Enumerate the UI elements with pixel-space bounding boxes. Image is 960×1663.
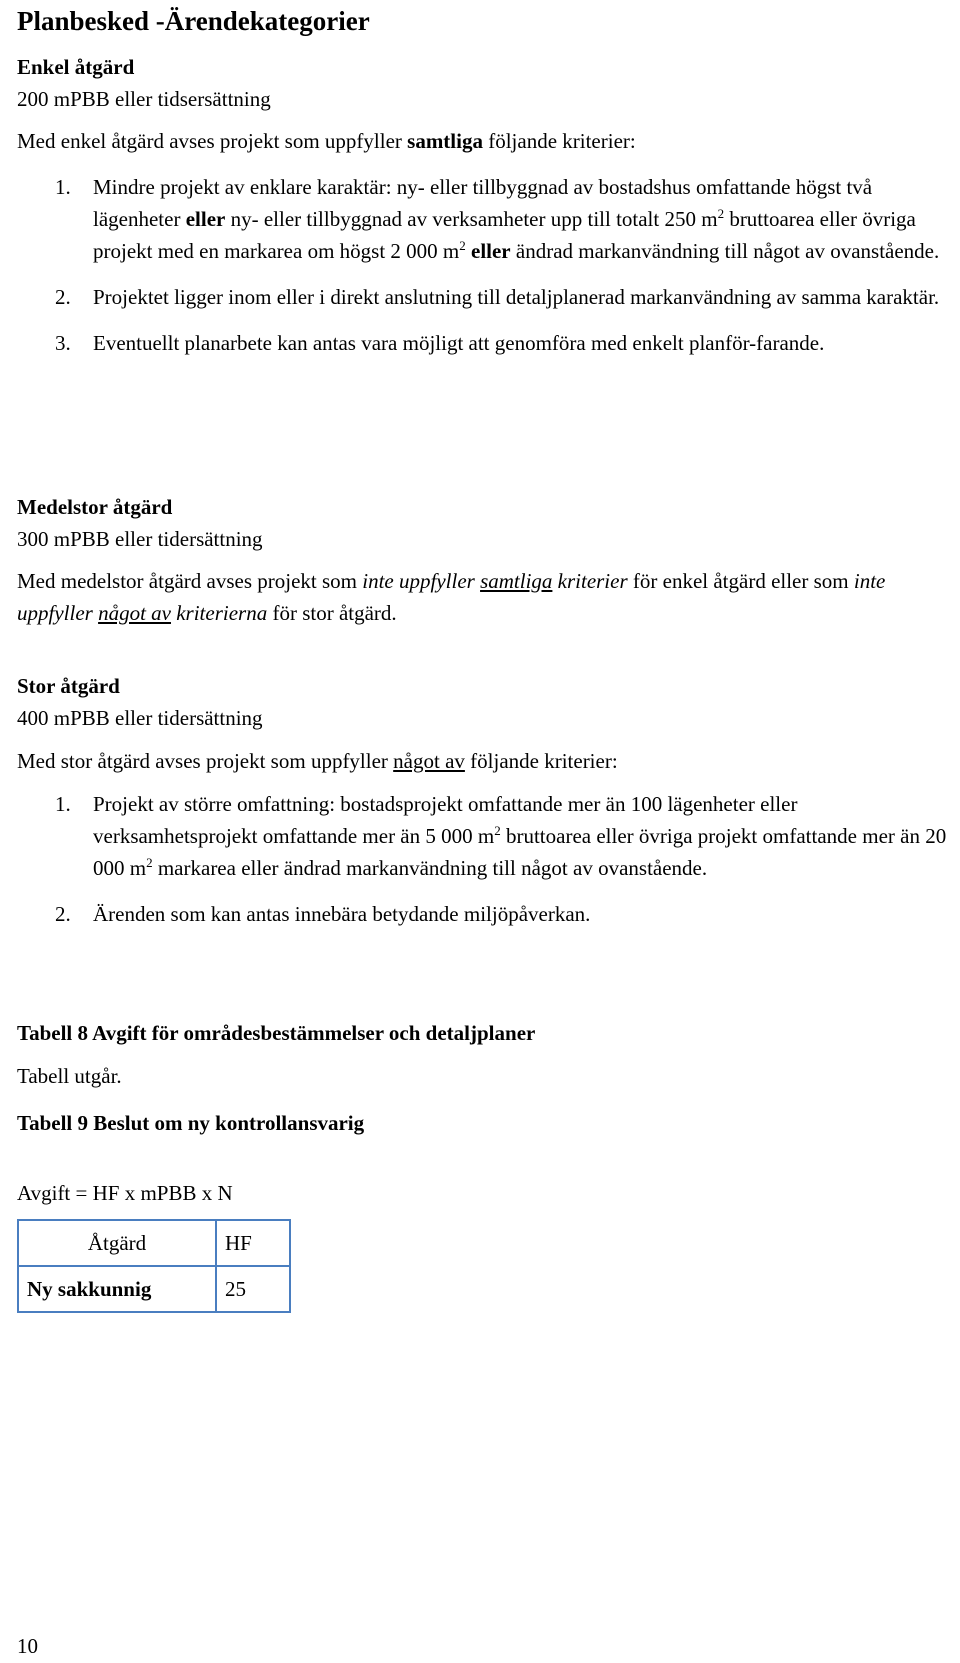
list-item (17, 327, 947, 359)
fee-table (17, 1219, 291, 1313)
section-heading: Enkel åtgärd (17, 55, 135, 79)
list-number: 2. (55, 902, 71, 926)
table-header-cell: Åtgärd (18, 1220, 216, 1266)
superscript: 2 (146, 855, 153, 870)
section-medel (17, 491, 947, 555)
list-item (17, 898, 947, 930)
section-paragraph (17, 565, 947, 629)
table-cell: 25 (216, 1266, 290, 1312)
item-text: Projekt av större omfattning: bostadsprojekt omfattande mer än 100 lägenheter eller verksamhetsprojekt omfattande mer än 5 000 m (93, 792, 798, 848)
item-text: markarea eller ändrad markanvändning till något av ovanstående. (152, 856, 708, 880)
item-emphasis: eller (185, 207, 226, 231)
enkel-criteria-list (17, 171, 947, 359)
intro-underline: något av (393, 749, 465, 773)
section-fee: 400 mPBB eller tidersättning (17, 706, 263, 730)
item-text: bruttoarea eller övriga projekt med en markarea om högst 2 000 m (93, 207, 916, 263)
paragraph-italic: kriterierna (176, 601, 268, 625)
intro-text-end: följande kriterier: (464, 749, 618, 773)
list-number: 3. (55, 331, 71, 355)
page-number: 10 (17, 1634, 38, 1658)
paragraph-underline: något av (98, 601, 171, 625)
list-number: 1. (55, 792, 71, 816)
section-fee: 200 mPBB eller tidsersättning (17, 87, 271, 111)
intro-text: Med enkel åtgärd avses projekt som uppfyller (17, 129, 408, 153)
page-title: Planbesked -Ärendekategorier (17, 6, 370, 36)
paragraph-text: för stor åtgärd. (267, 601, 397, 625)
section-intro (17, 745, 947, 777)
list-item (17, 281, 947, 313)
intro-text: Med stor åtgärd avses projekt som uppfyller (17, 749, 394, 773)
item-text: ändrad markanvändning till något av ovanstående. (510, 239, 940, 263)
paragraph-underline: samtliga (480, 569, 553, 593)
superscript: 2 (494, 823, 501, 838)
item-emphasis: eller (471, 239, 511, 263)
table-row (18, 1266, 290, 1312)
table-header-cell: HF (216, 1220, 290, 1266)
section-tabell8 (17, 1017, 947, 1049)
intro-text-end: följande kriterier: (482, 129, 636, 153)
table-header-row (18, 1220, 290, 1266)
item-text: Ärenden som kan antas innebära betydande miljöpåverkan. (93, 902, 591, 926)
table-cell: Ny sakkunnig (18, 1266, 216, 1312)
list-item (17, 171, 947, 267)
section-fee: 300 mPBB eller tidersättning (17, 527, 263, 551)
paragraph-italic: inte uppfyller (17, 569, 886, 625)
section-stor (17, 670, 947, 734)
section-heading: Tabell 8 Avgift för områdesbestämmelser och detaljplaner (17, 1021, 536, 1045)
item-text: ny- eller tillbyggnad av verksamheter upp till totalt 250 m (225, 207, 718, 231)
list-number: 2. (55, 285, 71, 309)
fee-formula: Avgift = HF x mPBB x N (17, 1181, 233, 1205)
tabell8-text: Tabell utgår. (17, 1064, 122, 1088)
section-intro (17, 125, 947, 157)
section-tabell9 (17, 1107, 947, 1139)
paragraph-text: för enkel åtgärd eller som (627, 569, 854, 593)
section-enkel (17, 51, 947, 115)
section-heading: Stor åtgärd (17, 674, 120, 698)
superscript: 2 (717, 206, 725, 221)
item-text: Projektet ligger inom eller i direkt anslutning till detaljplanerad markanvändning av samma karaktär. (93, 285, 940, 309)
paragraph-italic: inte uppfyller (362, 569, 475, 593)
stor-criteria-list (17, 788, 947, 930)
paragraph-italic: kriterier (557, 569, 628, 593)
item-text: bruttoarea eller övriga projekt omfattande mer än 20 000 m (93, 824, 947, 880)
item-text: Eventuellt planarbete kan antas vara möjligt att genomföra med enkelt planför-farande. (93, 331, 825, 355)
intro-emphasis: samtliga (407, 129, 483, 153)
list-number: 1. (55, 175, 71, 199)
list-item (17, 788, 947, 884)
section-heading: Medelstor åtgärd (17, 495, 173, 519)
section-heading: Tabell 9 Beslut om ny kontrollansvarig (17, 1111, 365, 1135)
paragraph-text: Med medelstor åtgärd avses projekt som (17, 569, 363, 593)
item-text: Mindre projekt av enklare karaktär: ny- eller tillbyggnad av bostadshus omfattande högst två lägenheter (93, 175, 873, 231)
superscript: 2 (459, 238, 466, 253)
